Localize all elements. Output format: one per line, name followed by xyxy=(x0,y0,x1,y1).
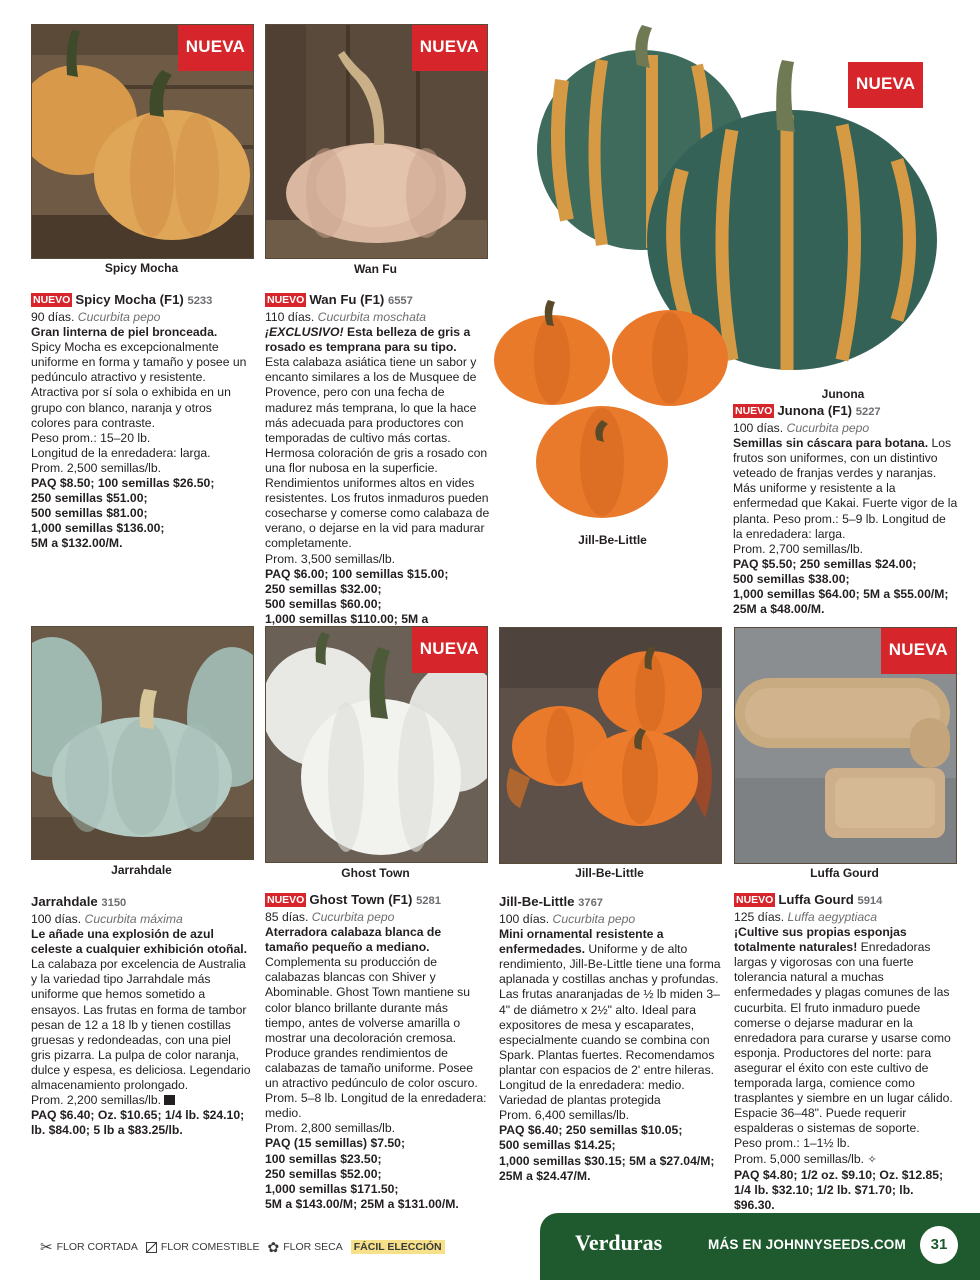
legend-edible-flower: FLOR COMESTIBLE xyxy=(160,1241,260,1253)
product-code: 5233 xyxy=(187,295,213,307)
scientific-name: Cucurbita moschata xyxy=(317,310,427,324)
photo-caption: Luffa Gourd xyxy=(810,866,879,880)
product-entry-jill-be-little xyxy=(499,893,721,1184)
photo-caption: Wan Fu xyxy=(354,262,397,276)
product-detail: Prom. 2,700 semillas/lb. xyxy=(733,541,864,556)
product-name: Ghost Town (F1) xyxy=(309,892,413,907)
page-number: 31 xyxy=(920,1226,958,1264)
product-code: 3767 xyxy=(578,897,604,909)
product-description: Los frutos son uniformes, con un distintivo veteado de franjas verdes y naranjas. Más uniforme y resistente a la enfermedad que Kakai. Fuerte vigor de la planta. xyxy=(733,436,958,526)
price-line: 500 semillas $60.00; xyxy=(265,596,382,611)
product-name: Wan Fu (F1) xyxy=(309,292,385,307)
product-description: Uniforme y de alto rendimiento, Jill-Be-Little tiene una forma aplanada y costillas anchas y profundas. Las frutas anaranjadas de ½ lb miden 3–4" de diámetro x 2½" alto. Ideal para expositores de mesa y escaparates, especialmente cuando se combina con Spark. Plantas fuertes. Recomendamos plantar con espacios de 2' entre hileras. Longitud de la enredadera: medio. Variedad de plantas protegida xyxy=(499,942,721,1108)
product-code: 5281 xyxy=(416,895,441,907)
product-detail: Peso prom.: 1–1½ lb. xyxy=(734,1136,850,1151)
new-badge: NUEVA xyxy=(848,62,923,108)
product-detail: Prom. 3,500 semillas/lb. xyxy=(265,551,396,566)
section-title: Verduras xyxy=(575,1230,663,1255)
days-to-maturity: 100 días. xyxy=(31,912,82,926)
exclusive-label: ¡EXCLUSIVO! xyxy=(265,325,344,340)
price-line: 250 semillas $52.00; xyxy=(265,1166,382,1181)
price-line: PAQ $4.80; 1/2 oz. $9.10; Oz. $12.85; xyxy=(734,1167,944,1182)
price-line: PAQ $5.50; 250 semillas $24.00; xyxy=(733,556,917,571)
nuevo-badge: NUEVO xyxy=(267,294,305,306)
product-entry-ghost-town xyxy=(265,891,487,1212)
product-name: Junona (F1) xyxy=(777,403,853,418)
edible-flower-icon xyxy=(146,1242,157,1253)
product-detail: Prom. 6,400 semillas/lb. xyxy=(499,1108,630,1123)
scientific-name: Cucurbita pepo xyxy=(552,912,636,926)
website-link[interactable]: MÁS EN JOHNNYSEEDS.COM xyxy=(708,1237,906,1252)
new-badge: NUEVA xyxy=(178,25,253,71)
days-to-maturity: 100 días. xyxy=(733,421,784,435)
product-name: Jarrahdale xyxy=(31,894,98,909)
photo-wan-fu xyxy=(265,24,488,259)
nuevo-badge: NUEVO xyxy=(267,894,305,906)
icon-legend xyxy=(40,1238,445,1256)
product-entry-wan-fu xyxy=(265,291,490,642)
nuevo-badge: NUEVO xyxy=(33,294,71,306)
price-line: PAQ $6.00; 100 semillas $15.00; xyxy=(265,566,449,581)
photo-caption: Spicy Mocha xyxy=(104,261,179,275)
product-entry-spicy-mocha xyxy=(31,291,251,552)
price-line: 1,000 semillas $171.50; xyxy=(265,1181,399,1196)
price-line: 500 semillas $38.00; xyxy=(733,571,850,586)
product-entry-junona xyxy=(733,402,958,617)
nuevo-badge: NUEVO xyxy=(735,405,773,417)
new-badge: NUEVA xyxy=(881,628,956,674)
product-detail: Peso prom.: 15–20 lb. xyxy=(31,430,151,445)
dried-flower-icon: ✧ xyxy=(867,1153,877,1166)
product-description: Complementa su producción de calabazas blancas con Shiver y Abominable. Ghost Town mantiene su color blanco brillante durante más tiempo, antes de volverse amarilla o mostrar una decoloración cremosa. Produce grandes rendimientos de calabazas de tamaño uniforme. Posee un atractivo pedúnculo de color oscuro. xyxy=(265,955,478,1091)
product-description: Esta calabaza asiática tiene un sabor y encanto similares a los de Musquee de Provence, pero con una fecha de madurez más temprana, lo que la hace más adecuada para productores con temporadas de cultivo más cortas. Hermosa coloración de gris a rosado con una flor nubosa en la superficie. Rendimientos uniformes altos en vides resistentes. Los frutos inmaduros pueden cosecharse y comerse como calabaza de verano, o dejarse en la vid para madurar completamente. xyxy=(265,355,490,551)
price-line: 25M a $48.00/M. xyxy=(733,602,825,617)
product-detail: Prom. 5–8 lb. Longitud de la enredadera: medio. xyxy=(265,1091,487,1121)
photo-caption: Jill-Be-Little xyxy=(575,866,644,880)
legend-cut-flower: FLOR CORTADA xyxy=(56,1241,138,1253)
photo-jill-be-little xyxy=(499,627,722,864)
photo-caption: Ghost Town xyxy=(341,866,410,880)
scissors-icon: ✂ xyxy=(40,1239,53,1256)
product-lead: Gran linterna de piel bronceada. xyxy=(31,325,218,340)
days-to-maturity: 90 días. xyxy=(31,310,75,324)
legend-dried-flower: FLOR SECA xyxy=(283,1241,343,1253)
new-badge: NUEVA xyxy=(412,25,487,71)
product-description: La calabaza por excelencia de Australia y la variedad tipo Jarrahdale más uniforme que hemos sometido a ensayos. Las frutas en forma de tambor pesan de 12 a 18 lb y tienen costillas gruesas y redondeadas, con una piel gris pizarra. La pulpa de color naranja, dulce y espesa, es deliciosa. Legendario almacenamiento prolongado. xyxy=(31,957,251,1093)
price-line: 5M a $132.00/M. xyxy=(31,536,123,551)
price-line: 250 semillas $32.00; xyxy=(265,581,382,596)
scientific-name: Cucurbita pepo xyxy=(311,910,395,924)
product-entry-jarrahdale xyxy=(31,893,253,1138)
scientific-name: Luffa aegyptiaca xyxy=(787,910,877,924)
days-to-maturity: 100 días. xyxy=(499,912,550,926)
price-line: 5M a $143.00/M; 25M a $131.00/M. xyxy=(265,1196,459,1211)
product-name: Luffa Gourd xyxy=(778,892,854,907)
price-line: 1/4 lb. $32.10; 1/2 lb. $71.70; lb. $96.30. xyxy=(734,1182,914,1212)
easy-choice-icon xyxy=(164,1095,175,1105)
product-name: Spicy Mocha (F1) xyxy=(75,292,184,307)
product-lead: ¡Cultive sus propias esponjas totalmente naturales! xyxy=(734,925,907,955)
product-lead: Aterradora calabaza blanca de tamaño pequeño a mediano. xyxy=(265,925,442,955)
photo-jarrahdale xyxy=(31,626,254,860)
price-line: lb. $84.00; 5 lb a $83.25/lb. xyxy=(31,1123,183,1138)
price-line: 25M a $24.47/M. xyxy=(499,1168,591,1183)
product-code: 5914 xyxy=(857,895,883,907)
price-line: 1,000 semillas $110.00; 5M a xyxy=(265,611,429,626)
price-line: 1,000 semillas $64.00; 5M a $55.00/M; xyxy=(733,587,949,602)
price-line: 1,000 semillas $30.15; 5M a $27.04/M; xyxy=(499,1153,715,1168)
product-lead: Semillas sin cáscara para botana. xyxy=(733,436,929,451)
price-line: 250 semillas $51.00; xyxy=(31,491,148,506)
price-line: PAQ $6.40; 250 semillas $10.05; xyxy=(499,1123,683,1138)
price-line: 100 semillas $23.50; xyxy=(265,1151,382,1166)
product-description: Spicy Mocha es excepcionalmente uniforme en forma y tamaño y posee un pedúnculo atractivo y resistente. Atractiva por sí sola o exhibida en un grupo con blanco, naranja y otros colores para contraste. xyxy=(31,340,247,430)
scientific-name: Cucurbita pepo xyxy=(77,310,161,324)
nuevo-badge: NUEVO xyxy=(736,894,774,906)
product-detail: Peso prom.: 5–9 lb. Longitud de la enredadera: larga. xyxy=(733,511,946,541)
price-line: 500 semillas $14.25; xyxy=(499,1138,616,1153)
scientific-name: Cucurbita pepo xyxy=(786,421,870,435)
days-to-maturity: 125 días. xyxy=(734,910,785,924)
photo-caption: Junona xyxy=(821,387,865,401)
product-code: 5227 xyxy=(855,406,881,418)
photo-caption: Jill-Be-Little xyxy=(578,533,647,547)
product-detail: Longitud de la enredadera: larga. xyxy=(31,445,211,460)
product-description: Enredadoras largas y vigorosas con una fuerte tolerancia natural a muchas enfermedades y plagas comunes de las cucurbita. El fruto inmaduro puede comerse o dejarse madurar en la enredadora para curarse y usarse como esponja. Productores del norte: para asegurar el éxito con este cultivo de temporada larga, comience como trasplantes y siembre en un lugar cálido. Espacie 36–48". Puede requerir espalderas o sistemas de soporte. xyxy=(734,940,953,1136)
new-badge: NUEVA xyxy=(412,627,487,673)
product-lead: Mini ornamental resistente a enfermedades. xyxy=(499,927,664,957)
product-lead: Le añade una explosión de azul celeste a cualquier exhibición otoñal. xyxy=(31,927,248,957)
price-line: PAQ $6.40; Oz. $10.65; 1/4 lb. $24.10; xyxy=(31,1108,245,1123)
product-code: 6557 xyxy=(387,295,413,307)
photo-luffa-gourd xyxy=(734,627,957,864)
days-to-maturity: 110 días. xyxy=(265,310,315,324)
price-line: 1,000 semillas $136.00; xyxy=(31,521,165,536)
scientific-name: Cucurbita máxima xyxy=(84,912,183,926)
days-to-maturity: 85 días. xyxy=(265,910,309,924)
price-line: 500 semillas $81.00; xyxy=(31,506,148,521)
product-detail: Prom. 5,000 semillas/lb. xyxy=(734,1151,865,1166)
product-lead: Esta belleza de gris a rosado es temprana para su tipo. xyxy=(265,325,471,355)
product-name: Jill-Be-Little xyxy=(499,894,575,909)
dried-flower-icon: ✿ xyxy=(267,1238,280,1255)
product-entry-luffa-gourd xyxy=(734,891,956,1213)
price-line: PAQ (15 semillas) $7.50; xyxy=(265,1136,406,1151)
photo-ghost-town xyxy=(265,626,488,863)
photo-spicy-mocha xyxy=(31,24,254,259)
product-detail: Prom. 2,200 semillas/lb. xyxy=(31,1093,162,1108)
product-code: 3150 xyxy=(101,897,127,909)
product-detail: Prom. 2,800 semillas/lb. xyxy=(265,1121,396,1136)
product-detail: Prom. 2,500 semillas/lb. xyxy=(31,460,162,475)
photo-caption: Jarrahdale xyxy=(111,863,172,877)
price-line: PAQ $8.50; 100 semillas $26.50; xyxy=(31,476,215,491)
legend-easy-choice: FÁCIL ELECCIÓN xyxy=(351,1240,445,1254)
